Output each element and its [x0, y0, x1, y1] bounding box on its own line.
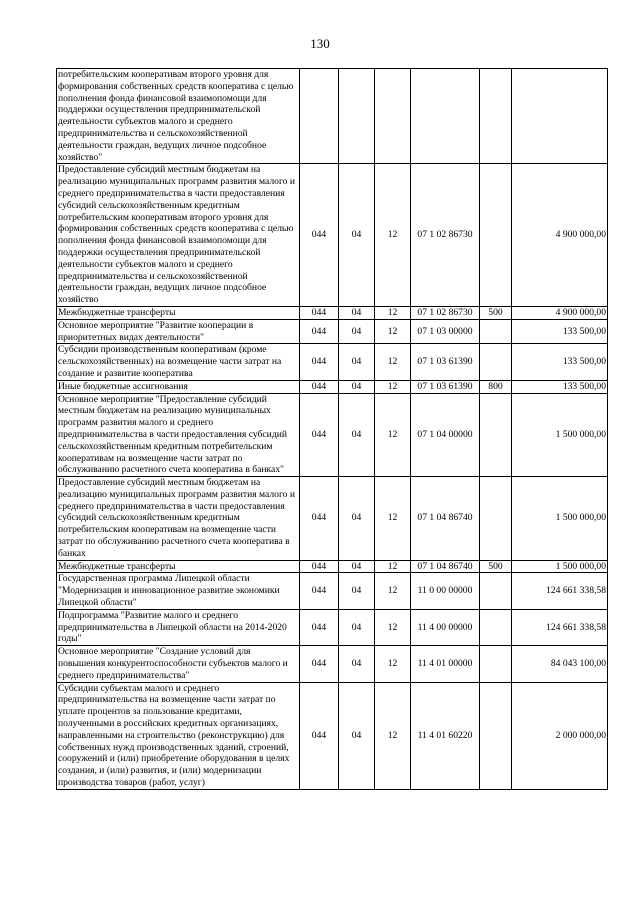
expense-type-code: 500: [480, 306, 512, 319]
table-row: [57, 682, 608, 789]
item-name: Основное мероприятие "Предоставление субсидий местным бюджетам на реализацию муниципальных программ развития малого и среднего предпринимательства в части предоставления субсидий сельскохозяйственным кредитным потребительским кооперативам на возмещение части затрат по обслуживанию расчетного счета кооператива в банках": [57, 393, 300, 477]
subsection-code: 12: [375, 609, 411, 645]
target-code: 11 4 00 00000: [411, 609, 480, 645]
amount: [512, 69, 608, 164]
target-code: 07 1 03 61390: [411, 380, 480, 393]
subsection-code: 12: [375, 393, 411, 477]
ministry-code: 044: [300, 319, 339, 344]
section-code: 04: [339, 646, 375, 682]
ministry-code: 044: [300, 682, 339, 789]
target-code: [411, 69, 480, 164]
ministry-code: 044: [300, 609, 339, 645]
section-code: 04: [339, 560, 375, 573]
subsection-code: 12: [375, 682, 411, 789]
ministry-code: 044: [300, 560, 339, 573]
amount: 1 500 000,00: [512, 393, 608, 477]
page-number: 130: [310, 36, 330, 51]
target-code: 07 1 02 86730: [411, 164, 480, 307]
section-code: 04: [339, 573, 375, 609]
amount: 133 500,00: [512, 319, 608, 344]
subsection-code: 12: [375, 344, 411, 380]
target-code: 11 0 00 00000: [411, 573, 480, 609]
table-row: [57, 646, 608, 682]
ministry-code: 044: [300, 573, 339, 609]
item-name: Подпрограмма "Развитие малого и среднего предпринимательства в Липецкой области на 2014-2020 годы": [57, 609, 300, 645]
amount: 124 661 338,58: [512, 609, 608, 645]
ministry-code: 044: [300, 306, 339, 319]
expense-type-code: 800: [480, 380, 512, 393]
table-row: [57, 164, 608, 307]
section-code: 04: [339, 319, 375, 344]
expense-type-code: [480, 164, 512, 307]
item-name: Основное мероприятие "Создание условий для повышения конкурентоспособности субъектов малого и среднего предпринимательства": [57, 646, 300, 682]
subsection-code: 12: [375, 560, 411, 573]
section-code: 04: [339, 344, 375, 380]
subsection-code: 12: [375, 573, 411, 609]
target-code: 07 1 02 86730: [411, 306, 480, 319]
subsection-code: 12: [375, 380, 411, 393]
amount: 133 500,00: [512, 380, 608, 393]
subsection-code: 12: [375, 306, 411, 319]
item-name: Межбюджетные трансферты: [57, 560, 300, 573]
amount: 84 043 100,00: [512, 646, 608, 682]
amount: 1 500 000,00: [512, 560, 608, 573]
item-name: Межбюджетные трансферты: [57, 306, 300, 319]
subsection-code: 12: [375, 164, 411, 307]
target-code: 07 1 04 00000: [411, 393, 480, 477]
section-code: 04: [339, 609, 375, 645]
amount: 2 000 000,00: [512, 682, 608, 789]
item-name: Предоставление субсидий местным бюджетам на реализацию муниципальных программ развития малого и среднего предпринимательства в части предоставления субсидий сельскохозяйственным кредитным потребительским кооперативам второго уровня для формирования собственных средств кооператива с целью пополнения фонда финансовой взаимопомощи для поддержки осуществления предпринимательской деятельности субъектов малого и среднего предпринимательства и сельскохозяйственной деятельности граждан, ведущих личное подсобное хозяйство: [57, 164, 300, 307]
table-row: [57, 609, 608, 645]
section-code: [339, 69, 375, 164]
ministry-code: [300, 69, 339, 164]
expense-type-code: [480, 319, 512, 344]
amount: 4 900 000,00: [512, 306, 608, 319]
subsection-code: [375, 69, 411, 164]
expense-type-code: [480, 477, 512, 561]
item-name: потребительским кооперативам второго уровня для формирования собственных средств кооператива с целью пополнения фонда финансовой взаимопомощи для поддержки осуществления предпринимательской деятельности субъектов малого и среднего предпринимательства и сельскохозяйственной деятельности граждан, ведущих личное подсобное хозяйство": [57, 69, 300, 164]
subsection-code: 12: [375, 319, 411, 344]
ministry-code: 044: [300, 344, 339, 380]
ministry-code: 044: [300, 164, 339, 307]
section-code: 04: [339, 306, 375, 319]
table-row: [57, 306, 608, 319]
item-name: Иные бюджетные ассигнования: [57, 380, 300, 393]
target-code: 07 1 03 00000: [411, 319, 480, 344]
amount: 124 661 338,58: [512, 573, 608, 609]
section-code: 04: [339, 380, 375, 393]
amount: 133 500,00: [512, 344, 608, 380]
table-row: [57, 319, 608, 344]
table-row: [57, 573, 608, 609]
table-row: [57, 393, 608, 477]
expense-type-code: [480, 646, 512, 682]
amount: 1 500 000,00: [512, 477, 608, 561]
subsection-code: 12: [375, 646, 411, 682]
item-name: Субсидии субъектам малого и среднего предпринимательства на возмещение части затрат по уплате процентов за пользование кредитами, полученными в российских кредитных организациях, направленными на строительство (реконструкцию) для собственных нужд производственных зданий, строений, сооружений и (или) приобретение оборудования в целях создания, и (или) развития, и (или) модернизации производства товаров (работ, услуг): [57, 682, 300, 789]
table-row: [57, 560, 608, 573]
section-code: 04: [339, 164, 375, 307]
expense-type-code: [480, 609, 512, 645]
expense-type-code: [480, 682, 512, 789]
item-name: Предоставление субсидий местным бюджетам на реализацию муниципальных программ развития малого и среднего предпринимательства в части предоставления субсидий сельскохозяйственным кредитным потребительским кооперативам на возмещение части затрат по обслуживанию расчетного счета кооператива в банках: [57, 477, 300, 561]
expense-type-code: [480, 344, 512, 380]
expense-type-code: [480, 573, 512, 609]
expense-type-code: [480, 393, 512, 477]
ministry-code: 044: [300, 477, 339, 561]
table-row: [57, 69, 608, 164]
expense-type-code: [480, 69, 512, 164]
table-row: [57, 477, 608, 561]
section-code: 04: [339, 682, 375, 789]
ministry-code: 044: [300, 393, 339, 477]
target-code: 11 4 01 60220: [411, 682, 480, 789]
amount: 4 900 000,00: [512, 164, 608, 307]
item-name: Государственная программа Липецкой области "Модернизация и инновационное развитие экономики Липецкой области": [57, 573, 300, 609]
section-code: 04: [339, 477, 375, 561]
target-code: 11 4 01 00000: [411, 646, 480, 682]
expense-type-code: 500: [480, 560, 512, 573]
target-code: 07 1 04 86740: [411, 477, 480, 561]
target-code: 07 1 04 86740: [411, 560, 480, 573]
table-row: [57, 344, 608, 380]
budget-table: [56, 68, 608, 790]
ministry-code: 044: [300, 646, 339, 682]
section-code: 04: [339, 393, 375, 477]
ministry-code: 044: [300, 380, 339, 393]
table-row: [57, 380, 608, 393]
target-code: 07 1 03 61390: [411, 344, 480, 380]
subsection-code: 12: [375, 477, 411, 561]
item-name: Субсидии производственным кооперативам (кроме сельскохозяйственных) на возмещение части затрат на создание и развитие кооператива: [57, 344, 300, 380]
item-name: Основное мероприятие "Развитие кооперации в приоритетных видах деятельности": [57, 319, 300, 344]
